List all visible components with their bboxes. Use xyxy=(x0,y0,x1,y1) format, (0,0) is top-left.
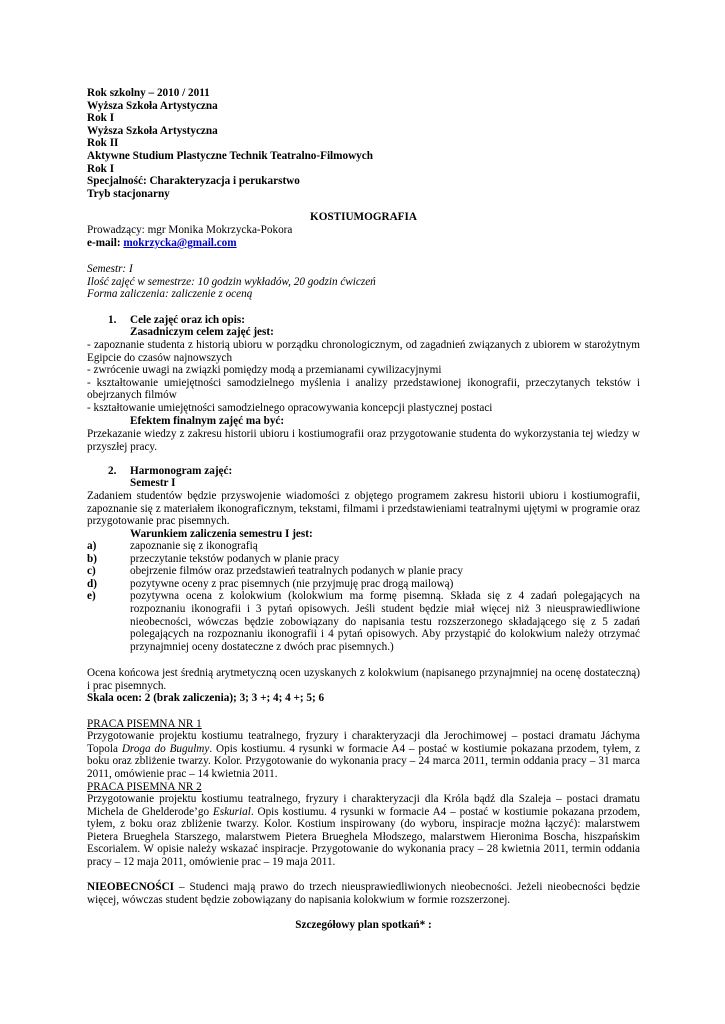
section-2-number: 2. xyxy=(108,465,117,477)
absences-paragraph xyxy=(87,881,640,906)
header-line-studio: Aktywne Studium Plastyczne Technik Teatralno-Filmowych xyxy=(87,149,373,162)
paper-2-work-title: Eskurial xyxy=(212,805,251,818)
goal-item: - zapoznanie studenta z historią ubioru w porządku chronologicznym, od zagadnień związanych z ubiorem w starożytnym Egipcie do czasów najnowszych xyxy=(87,339,640,364)
header-line-year-2: Rok II xyxy=(87,137,119,150)
section-2-title: Harmonogram zajęć: xyxy=(130,465,233,477)
paper-2-title: PRACA PISEMNA NR 2 xyxy=(87,781,202,793)
conditions-title: Warunkiem zaliczenia semestru I jest: xyxy=(130,528,313,540)
paper-1-text xyxy=(87,730,640,780)
header-block xyxy=(87,87,640,200)
instructor-line: Prowadzący: mgr Monika Mokrzycka-Pokora xyxy=(87,224,293,236)
effect-text: Przekazanie wiedzy z zakresu historii ubioru i kostiumografii oraz przygotowanie studenta do wykorzystania tej wiedzy w przyszłej pracy. xyxy=(87,428,640,453)
effect-title: Efektem finalnym zajęć ma być: xyxy=(130,415,285,427)
section-1-heading xyxy=(108,314,245,327)
assessment-form-line: Forma zaliczenia: zaliczenie z oceną xyxy=(87,288,253,301)
goals-list xyxy=(87,339,640,415)
condition-label: a) xyxy=(87,540,97,552)
paper-1-text-b: . Opis kostiumu. 4 rysunki w formacie A4 – postać w kostiumie pokazana przodem, tyłem, z boku oraz zbliżenie twarzy. Kolor. Przygotowanie do wykonania pracy – 24 marca 2011, termin oddania pracy – 31 marca 2011, omówienie prac – 14 kwietnia 2011. xyxy=(87,742,640,780)
header-line-school-2: Wyższa Szkoła Artystyczna xyxy=(87,124,218,137)
section-2-heading xyxy=(108,465,232,478)
paper-1-work-title: Droga do Bugulmy xyxy=(121,742,210,755)
header-line-specialty: Specjalność: Charakteryzacja i perukarstwo xyxy=(87,175,300,188)
condition-label: c) xyxy=(87,565,96,578)
header-line-mode: Tryb stacjonarny xyxy=(87,187,170,200)
email-link[interactable]: mokrzycka@gmail.com xyxy=(123,237,237,249)
paper-2-text-a: Przygotowanie projektu kostiumu teatralnego, fryzury i charakteryzacji dla Króla bądź dla Szaleja – postaci dramatu Michela de Ghelderode’go xyxy=(87,793,640,818)
condition-text: zapoznanie się z ikonografią xyxy=(130,540,258,552)
condition-text: pozytywna ocena z kolokwium (kolokwium ma formę pisemną. Składa się z 4 zadań polegających na rozpoznaniu ikonografii i 3 pytań opisowych. Jeśli student będzie miał więcej niż 3 nieusprawiedliwione nieobecności, wówczas będzie zobowiązany do napisania testu rozszerzonego składającego się z 5 zadań polegających na rozpoznaniu ikonografii i 4 pytań opisowych. Aby przystąpić do kolokwium należy otrzymać przynajmniej oceny dostateczne z dwóch prac pisemnych.) xyxy=(130,590,640,653)
condition-label: b) xyxy=(87,552,97,565)
section-2-subtitle: Semestr I xyxy=(130,477,176,489)
header-line-year-1: Rok I xyxy=(87,112,115,125)
email-label: e-mail: xyxy=(87,237,124,249)
paper-1-text-a: Przygotowanie projektu kostiumu teatralnego, fryzury i charakteryzacji dla Jerochimowej – postaci dramatu Jáchyma Topola xyxy=(87,730,640,755)
condition-item xyxy=(87,553,640,566)
paper-1-title: PRACA PISEMNA NR 1 xyxy=(87,718,202,730)
grading-scale: Skala ocen: 2 (brak zaliczenia); 3; 3 +; 4; 4 +; 5; 6 xyxy=(87,692,325,704)
condition-label: e) xyxy=(87,590,96,603)
paper-2-text xyxy=(87,793,640,869)
header-line-school-year: Rok szkolny – 2010 / 2011 xyxy=(87,87,210,99)
condition-item xyxy=(87,590,640,653)
condition-text: pozytywne oceny z prac pisemnych (nie przyjmuję prac drogą mailową) xyxy=(130,577,454,590)
course-title: KOSTIUMOGRAFIA xyxy=(310,211,417,223)
condition-label: d) xyxy=(87,577,97,590)
section-2-intro: Zadaniem studentów będzie przyswojenie wiadomości z objętego programem zakresu historii ubioru i kostiumografii, zapoznanie się z materiałem ikonograficznym, tekstami, filmami i przedstawieniami teatralnymi ujętymi w programie oraz przygotowanie prac pisemnych. xyxy=(87,490,640,528)
semester-line: Semestr: I xyxy=(87,263,133,275)
absences-text: – Studenci mają prawo do trzech nieusprawiedliwionych nieobecności. Jeżeli nieobecności będzie więcej, wówczas student będzie zobowiązany do napisania kolokwium w formie rozszerzonej. xyxy=(87,881,640,906)
condition-item xyxy=(87,540,640,553)
hours-line: Ilość zajęć w semestrze: 10 godzin wykładów, 20 godzin ćwiczeń xyxy=(87,275,376,288)
header-line-school-1: Wyższa Szkoła Artystyczna xyxy=(87,99,218,112)
header-line-year-3: Rok I xyxy=(87,162,115,175)
plan-title: Szczegółowy plan spotkań* : xyxy=(295,919,432,931)
paper-2-text-b: . Opis kostiumu. 4 rysunki w formacie A4 – postać w kostiumie pokazana przodem, tyłem, z boku oraz zbliżenie twarzy. Kolor. Kostium inspirowany (do wyboru, inspiracje można łączyć): malarstwem Pietera Brueghela Starszego, malarstwem Pietera Brueghela Młodszego, malarstwem Hieronima Boscha, hiszpańskim Escorialem. W opisie należy wskazać inspiracje. Przygotowanie do wykonania pracy – 28 kwietnia 2011, termin oddania pracy – 12 maja 2011, omówienie prac – 19 maja 2011. xyxy=(87,805,640,868)
goal-item: - zwrócenie uwagi na związki pomiędzy modą a przemianami cywilizacyjnymi xyxy=(87,364,442,377)
semester-info xyxy=(87,263,640,301)
final-grade-text: Ocena końcowa jest średnią arytmetyczną ocen uzyskanych z kolokwium (napisanego przynajmniej na ocenę dostateczną) i prac pisemnych. xyxy=(87,667,640,692)
goal-item: - kształtowanie umiejętności samodzielnego opracowywania koncepcji plastycznej postaci xyxy=(87,401,493,414)
condition-text: przeczytanie tekstów podanych w planie pracy xyxy=(130,552,340,565)
condition-item xyxy=(87,565,640,578)
email-line xyxy=(87,237,640,250)
section-1-number: 1. xyxy=(108,314,117,326)
absences-label: NIEOBECNOŚCI xyxy=(87,881,175,893)
conditions-list xyxy=(87,540,640,653)
section-1-title: Cele zajęć oraz ich opis: xyxy=(130,314,245,326)
section-1-subtitle: Zasadniczym celem zajęć jest: xyxy=(130,326,274,338)
condition-item xyxy=(87,578,640,591)
condition-text: obejrzenie filmów oraz przedstawień teatralnych podanych w planie pracy xyxy=(130,565,463,578)
goal-item: - kształtowanie umiejętności samodzielnego myślenia i analizy przedstawionej ikonografii, przeczytanych tekstów i obejrzanych filmów xyxy=(87,376,640,402)
